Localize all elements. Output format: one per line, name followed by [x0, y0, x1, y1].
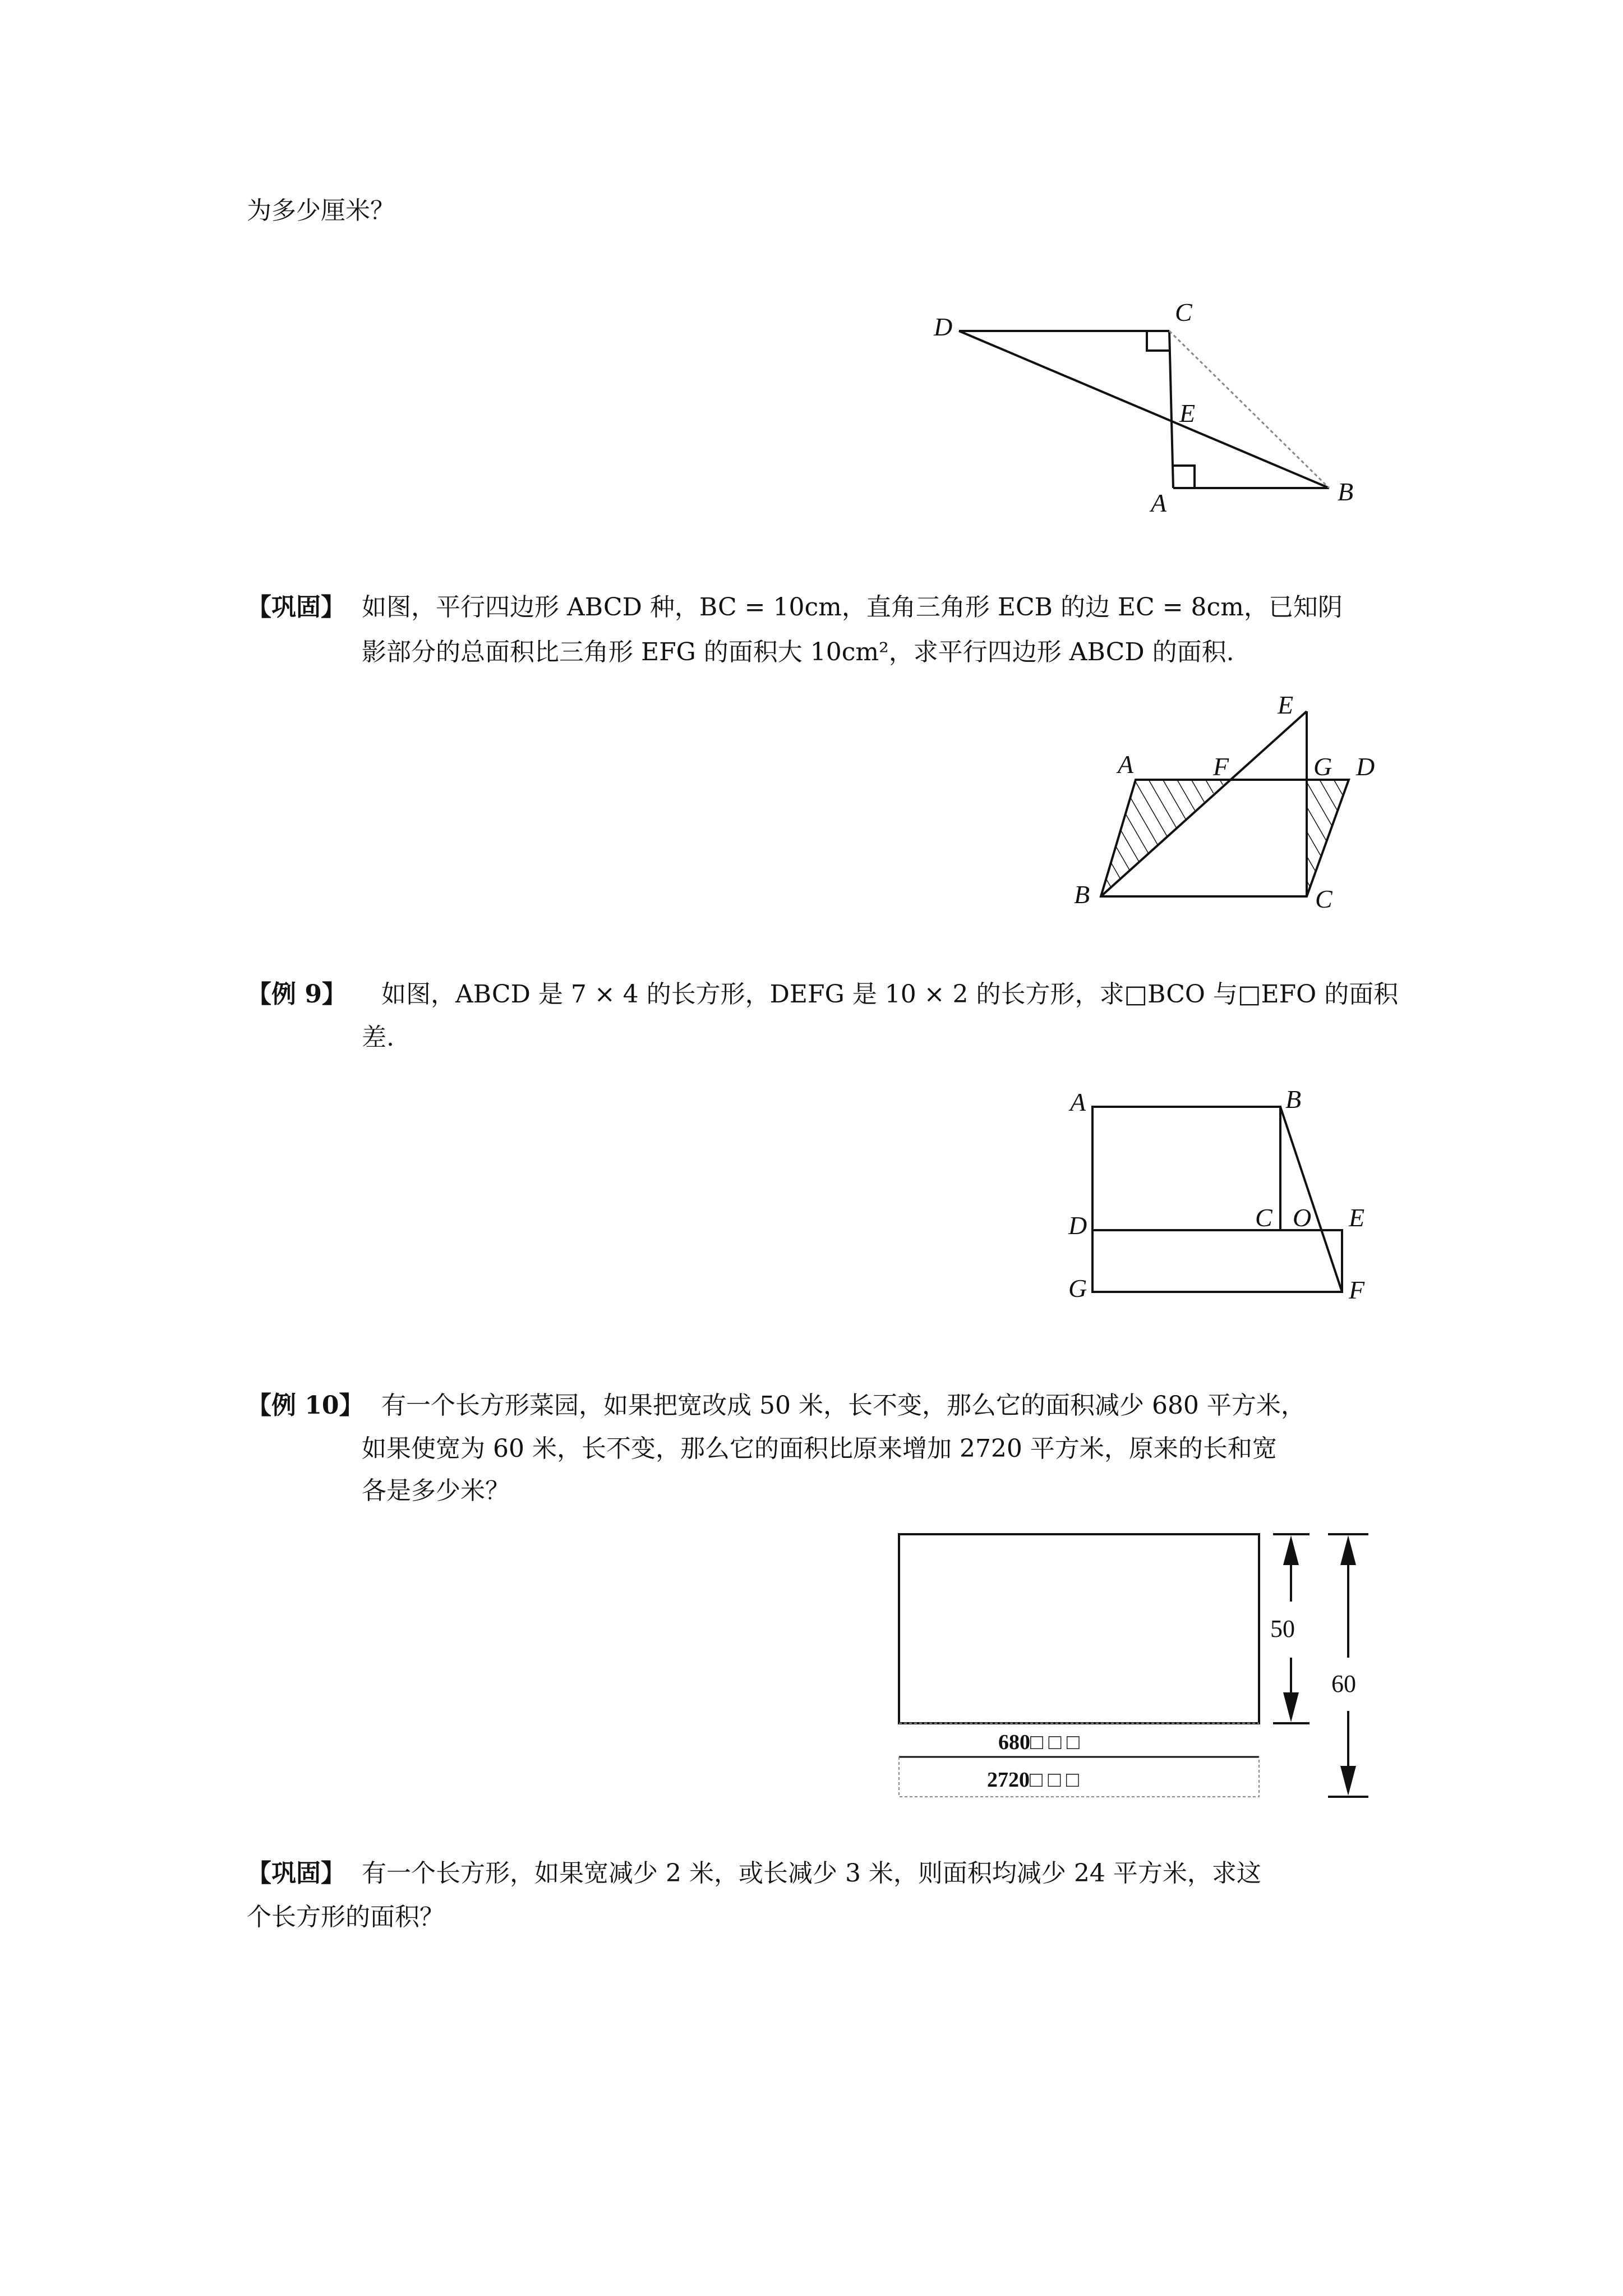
- segment-ca: [1169, 331, 1173, 488]
- segment-bf: [1280, 1107, 1342, 1292]
- label-e: E: [1179, 399, 1196, 427]
- label-e: E: [1349, 1203, 1365, 1232]
- rectangle-defg: [1092, 1230, 1342, 1292]
- figure-garden-rectangle: [0, 1515, 1623, 1823]
- consolidation-2-line-2: 个长方形的面积？: [247, 1903, 444, 1931]
- consolidation-tag-1: 【巩固】: [247, 593, 345, 622]
- example-9-line-2: 差.: [362, 1023, 394, 1052]
- label-e: E: [1278, 691, 1294, 719]
- label-d: D: [1068, 1211, 1087, 1240]
- consolidation-tag-2: 【巩固】: [247, 1859, 345, 1888]
- example-10-line-2: 如果使宽为 60 米，长不变，那么它的面积比原来增加 2720 平方米，原来的长和宽: [362, 1434, 1277, 1463]
- dimension-60: [1328, 1534, 1368, 1797]
- label-f: F: [1213, 752, 1229, 781]
- label-c: C: [1315, 885, 1332, 913]
- label-d: D: [934, 312, 953, 341]
- example-10-line-3: 各是多少米？: [362, 1476, 510, 1505]
- label-c: C: [1255, 1203, 1272, 1232]
- example-9-tag: 【例 9】: [247, 980, 347, 1009]
- consolidation-1-line-2: 影部分的总面积比三角形 EFG 的面积大 10cm²，求平行四边形 ABCD 的面积.: [362, 638, 1234, 666]
- label-g: G: [1068, 1274, 1087, 1303]
- label-a: A: [1151, 489, 1167, 517]
- rectangle-abcd: [1092, 1107, 1280, 1230]
- dimension-50-label: 50: [1270, 1615, 1295, 1642]
- label-b: B: [1074, 880, 1090, 909]
- right-angle-c: [1147, 331, 1169, 351]
- area-increase-label: 2720□ □ □: [987, 1768, 1079, 1792]
- label-g: G: [1313, 752, 1332, 781]
- continuation-line: 为多少厘米？: [247, 196, 395, 225]
- figure-rectangles-abcd-defg: [0, 1066, 1623, 1318]
- example-9-line-1: 如图，ABCD 是 7 × 4 的长方形，DEFG 是 10 × 2 的长方形，求□BCO 与□EFO 的面积: [381, 980, 1399, 1009]
- segment-db: [959, 331, 1329, 488]
- label-c: C: [1175, 298, 1192, 326]
- label-a: A: [1118, 750, 1134, 779]
- figure-dceab: [0, 0, 1623, 561]
- original-garden: [899, 1534, 1259, 1723]
- example-10-line-1: 有一个长方形菜园，如果把宽改成 50 米，长不变，那么它的面积减少 680 平方米，: [381, 1391, 1306, 1420]
- area-decrease-label: 680□ □ □: [998, 1731, 1080, 1754]
- extended-width-outline: [899, 1757, 1259, 1797]
- consolidation-1-line-1: 如图，平行四边形 ABCD 种，BC = 10cm，直角三角形 ECB 的边 EC = 8cm，已知阴: [362, 593, 1343, 622]
- figure-parallelogram-abcd: [0, 673, 1623, 926]
- label-a: A: [1070, 1088, 1086, 1116]
- consolidation-2-line-1: 有一个长方形，如果宽减少 2 米，或长减少 3 米，则面积均减少 24 平方米，求这: [362, 1859, 1261, 1888]
- example-10-tag: 【例 10】: [247, 1391, 364, 1420]
- label-f: F: [1349, 1276, 1365, 1304]
- label-d: D: [1356, 752, 1375, 781]
- label-b: B: [1285, 1085, 1302, 1114]
- right-angle-a: [1173, 466, 1195, 488]
- dimension-60-label: 60: [1331, 1670, 1356, 1697]
- label-o: O: [1293, 1203, 1312, 1232]
- label-b: B: [1338, 477, 1354, 506]
